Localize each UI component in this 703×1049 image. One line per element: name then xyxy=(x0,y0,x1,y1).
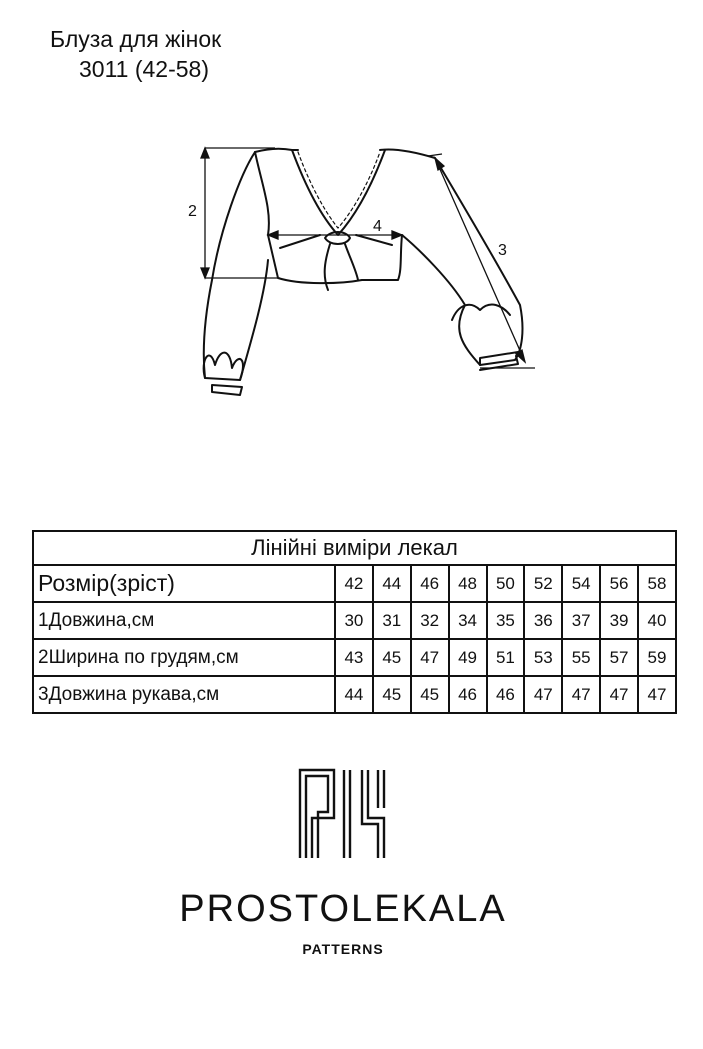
blouse-drawing xyxy=(180,130,550,410)
value-cell: 53 xyxy=(524,639,562,676)
size-cell: 46 xyxy=(411,565,449,602)
measurement-table xyxy=(32,530,677,714)
brand-name: PROSTOLEKALA xyxy=(179,888,507,930)
value-cell: 45 xyxy=(373,639,411,676)
value-cell: 45 xyxy=(411,676,449,713)
value-cell: 59 xyxy=(638,639,676,676)
value-cell: 47 xyxy=(562,676,600,713)
value-cell: 46 xyxy=(487,676,525,713)
value-cell: 51 xyxy=(487,639,525,676)
table-row-sleeve xyxy=(33,676,676,713)
size-cell: 42 xyxy=(335,565,373,602)
value-cell: 39 xyxy=(600,602,638,639)
value-cell: 30 xyxy=(335,602,373,639)
value-cell: 46 xyxy=(449,676,487,713)
value-cell: 37 xyxy=(562,602,600,639)
table-caption: Лінійні виміри лекал xyxy=(33,531,676,565)
garment-sketch xyxy=(180,130,550,410)
table-row-length xyxy=(33,602,676,639)
value-cell: 47 xyxy=(600,676,638,713)
brand-logo-icon xyxy=(298,768,388,860)
brand-subtitle: PATTERNS xyxy=(302,941,384,957)
size-cell: 56 xyxy=(600,565,638,602)
value-cell: 47 xyxy=(411,639,449,676)
value-cell: 31 xyxy=(373,602,411,639)
value-cell: 45 xyxy=(373,676,411,713)
table-row-sizes xyxy=(33,565,676,602)
row-label: 3Довжина рукава,см xyxy=(33,676,335,713)
table-row-chest xyxy=(33,639,676,676)
value-cell: 32 xyxy=(411,602,449,639)
value-cell: 44 xyxy=(335,676,373,713)
dimension-label-length: 2 xyxy=(188,203,197,220)
value-cell: 35 xyxy=(487,602,525,639)
row-label: 1Довжина,см xyxy=(33,602,335,639)
value-cell: 40 xyxy=(638,602,676,639)
size-cell: 44 xyxy=(373,565,411,602)
size-cell: 58 xyxy=(638,565,676,602)
dimension-label-sleeve: 3 xyxy=(498,242,507,259)
size-row-label: Розмір(зріст) xyxy=(33,565,335,602)
value-cell: 57 xyxy=(600,639,638,676)
value-cell: 36 xyxy=(524,602,562,639)
model-number: 3011 (42-58) xyxy=(79,56,209,82)
size-cell: 52 xyxy=(524,565,562,602)
row-label: 2Ширина по грудям,см xyxy=(33,639,335,676)
size-cell: 50 xyxy=(487,565,525,602)
table-caption-row xyxy=(33,531,676,565)
size-cell: 54 xyxy=(562,565,600,602)
value-cell: 47 xyxy=(638,676,676,713)
value-cell: 49 xyxy=(449,639,487,676)
dimension-label-chest: 4 xyxy=(373,218,382,235)
product-title: Блуза для жінок xyxy=(50,26,222,52)
value-cell: 34 xyxy=(449,602,487,639)
value-cell: 55 xyxy=(562,639,600,676)
value-cell: 43 xyxy=(335,639,373,676)
size-cell: 48 xyxy=(449,565,487,602)
value-cell: 47 xyxy=(524,676,562,713)
